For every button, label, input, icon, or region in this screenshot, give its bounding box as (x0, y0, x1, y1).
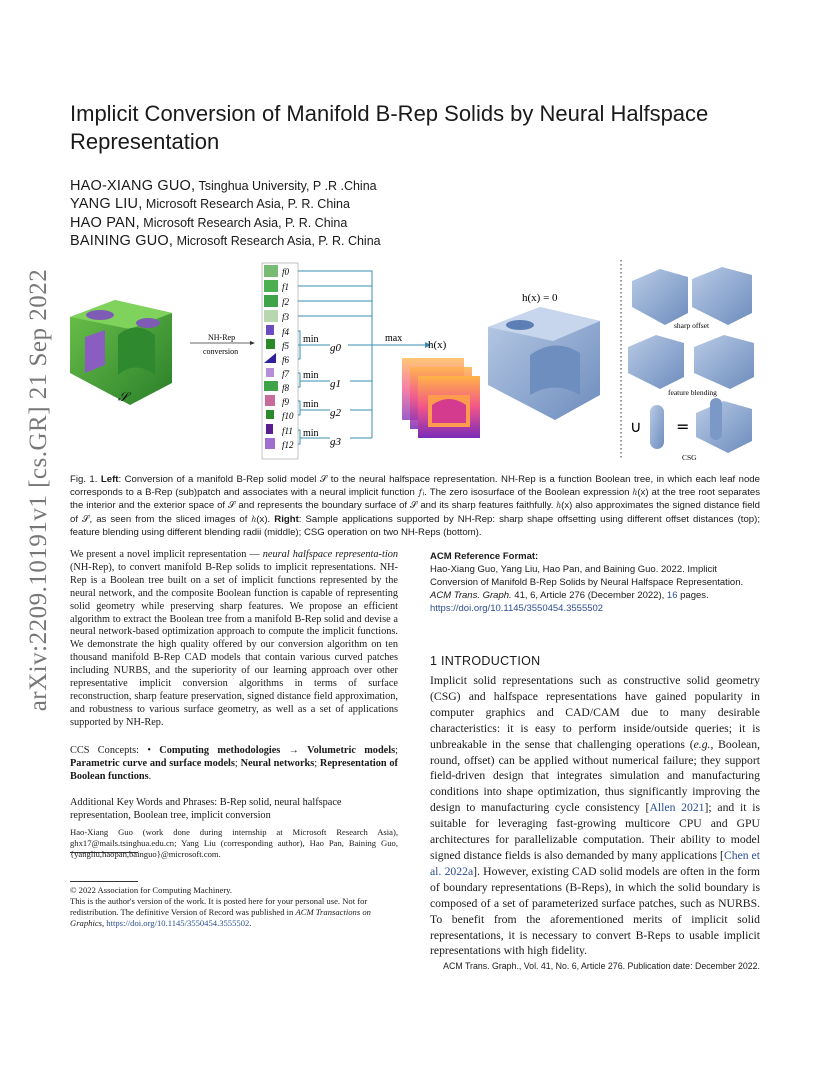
arxiv-stamp-text: arXiv:2209.10191v1 [cs.GR] 21 Sep 2022 (25, 268, 52, 712)
author-name: HAO PAN, (70, 215, 140, 231)
abstract-text: (NH-Rep), to convert manifold B-Rep solids to implicit representations. NH-Rep is a Boolean tree built on a set of implicit functions represented by the neural network, and the composite Boolean function is capable of representing solid geometry while preserving sharp features. We propose an efficient algorithm to extract the Boolean tree from a manifold B-Rep solid and devise a neural network-based optimization approach to compute the implicit functions. We demonstrate the high quality offered by our conversion algorithm on ten thousand manifold B-Rep CAD models that contain various curved patches including NURBS, and the superiority of our learning approach over other representative implicit conversion algorithms in terms of surface reconstruction, sharp feature preservation, signed distance field approximation, and robustness to various surface geometry, as well as a set of applications supported by NH-Rep. (70, 561, 398, 728)
intro-emphasis: e.g. (693, 737, 711, 751)
function-label: f4 (282, 327, 290, 337)
ccs-concept: Representation of Boolean functions (70, 757, 398, 782)
function-label: f0 (282, 267, 290, 277)
abstract-text: We present a novel implicit representation — (70, 549, 263, 560)
hx-label: h(x) (428, 339, 447, 351)
ccs-end: . (148, 770, 152, 782)
caption-right-label: Right (274, 513, 299, 525)
author-name: HAO-XIANG GUO, (70, 178, 196, 194)
author-affiliation: Tsinghua University, P .R .China (195, 179, 377, 193)
copyright-line: © 2022 Association for Computing Machinery. (70, 885, 233, 895)
copyright-notice (70, 885, 398, 929)
g-label: g1 (330, 378, 341, 390)
author-line (70, 178, 377, 194)
nh-rep-label: NH-Rep (208, 333, 236, 342)
function-label: f9 (282, 397, 290, 407)
reference-text: 41, 6, Article 276 (December 2022), (511, 590, 667, 601)
copyright-doi-link[interactable]: https://doi.org/10.1145/3550454.3555502 (106, 918, 250, 928)
caption-left-text: : Conversion of a manifold B-Rep solid model 𝒮 to the neural halfspace representation. NH-Rep is a function Boolean tree, in which each leaf node corresponds to a B-Rep (sub)patch and associates with a neural implicit function 𝑓ᵢ. The zero isosurface of the Boolean expression ℎ(x) at the tree root separates the interior and the exterior space of 𝒮 and represents the boundary surface of 𝒮 and its sharp features faithfully. ℎ(x) also approximates the signed distance field of 𝒮, as seen from the sliced images of ℎ(x). (70, 474, 760, 525)
citation-link[interactable]: Chen et al. 2022a (430, 848, 760, 878)
ccs-separator: ; (314, 757, 320, 769)
equals-symbol: = (676, 417, 690, 436)
copyright-journal: ACM Transactions on Graphics (70, 907, 371, 928)
solid-label: 𝒮 (118, 389, 129, 404)
ccs-concept: Computing methodologies → Volumetric models (159, 745, 396, 756)
leaf-f6 (264, 353, 290, 365)
acm-reference-format (430, 550, 760, 615)
leaf-f8 (264, 381, 290, 393)
conversion-label: conversion (203, 347, 239, 356)
keywords: Additional Key Words and Phrases: B-Rep solid, neural halfspace representation, Boolean tree, implicit conversion (70, 797, 342, 821)
leaf-f4 (266, 325, 290, 337)
feature-blending-label: feature blending (668, 388, 717, 397)
reference-heading: ACM Reference Format: (430, 551, 539, 562)
author-line (70, 196, 350, 212)
function-label: f2 (282, 297, 290, 307)
section-heading: 1 INTRODUCTION (430, 654, 541, 668)
intro-text: Implicit solid representations such as constructive solid geometry (CSG) and halfspace representations have gained popularity in computer graphics and CAD/CAM due to many desirable characteristics: it is easy to perform inside/outside queries; it is unbreakable in the sense that challenging operations ( (430, 674, 760, 751)
function-label: f3 (282, 312, 290, 322)
sharp-offset-examples (632, 267, 752, 325)
author-footnote: Hao-Xiang Guo (work done during internship at Microsoft Research Asia), ghx17@mails.tsinghua.edu.cn; Yang Liu (corresponding author), Hao Pan, Baining Guo, {yangliu,haopan,bainguo}@microsoft.com. (70, 827, 398, 859)
ccs-concept: Neural networks (240, 757, 315, 769)
g-label: g0 (330, 342, 341, 354)
leaf-f2 (264, 295, 290, 307)
function-label: f8 (282, 383, 290, 393)
min-label: min (303, 370, 319, 381)
function-label: f7 (282, 369, 290, 379)
function-label: f11 (282, 426, 293, 436)
footnote-rule (70, 881, 138, 882)
feature-blending-examples (628, 335, 754, 389)
function-label: f1 (282, 282, 290, 292)
ccs-prefix: CCS Concepts: • (70, 745, 160, 756)
abstract (70, 549, 398, 730)
copyright-separator: , (102, 918, 107, 928)
abstract-emphasis: neural halfspace representa-tion (262, 549, 398, 560)
figure-caption (70, 473, 760, 539)
leaf-f9 (265, 395, 290, 407)
csg-label: CSG (682, 453, 697, 462)
function-label: f12 (282, 440, 294, 450)
leaf-f11 (266, 424, 293, 436)
intro-text: ]. However, existing CAD solid models are often in the form of boundary representations (B-Reps), in which the solid boundary is composed of a set of parameterized surface patches, such as NURBS. To benefit from the aforementioned merits of implicit solid representations, it is necessary to convert B-Reps to usable implicit representations with high fidelity. (430, 864, 760, 958)
sdf-slice-stack (402, 358, 480, 438)
hx-zero-label: h(x) = 0 (522, 292, 558, 304)
leaf-f1 (264, 280, 289, 292)
author-affiliation: Microsoft Research Asia, P. R. China (173, 234, 381, 248)
author-line (70, 215, 347, 231)
min-label: min (303, 399, 319, 410)
sharp-offset-label: sharp offset (674, 321, 710, 330)
csg-example (630, 398, 752, 453)
author-affiliation: Microsoft Research Asia, P. R. China (139, 216, 348, 230)
function-label: f10 (282, 411, 294, 421)
g-label: g3 (330, 436, 341, 448)
union-symbol: ∪ (630, 417, 642, 436)
intro-text: , Boolean, round, offset) can be applied without numerical failure; they support field-driven design that integrates simulation and manufacturing conditions into shape optimization, thus significantly improving the design to manufacturing cycle consistency [ (430, 737, 760, 815)
ccs-separator: ; (395, 745, 398, 756)
author-name: BAINING GUO, (70, 233, 174, 249)
author-line (70, 233, 381, 249)
paper-title: Implicit Conversion of Manifold B-Rep Solids by Neural Halfspace Representation (70, 101, 709, 154)
intro-text: ]; and it is suitable for leveraging fast-growing multicore CPU and GPU architectures for parallelizable computation. Their ability to model signed distance fields is also demanded by many applications [ (430, 801, 761, 862)
reference-pages-link[interactable]: 16 (666, 590, 678, 601)
reference-text: pages. (677, 590, 709, 601)
ccs-concepts (70, 745, 398, 784)
leaf-function-list (262, 263, 298, 459)
copyright-text: This is the author's version of the work. It is posted here for your personal use. Not for redistribution. The definitive Version of Record was published in (70, 896, 368, 917)
leaf-f5 (266, 339, 290, 351)
copyright-end: . (249, 918, 252, 928)
leaf-f0 (264, 265, 290, 277)
author-affiliation: Microsoft Research Asia, P. R. China (142, 197, 350, 211)
leaf-f7 (266, 368, 290, 379)
max-label: max (385, 333, 403, 344)
caption-right-text: : Sample applications supported by NH-Rep: sharp shape offsetting using different offset distances (top); feature blending using different blending radii (middle); CSG operation on two NH-Reps (bottom). (70, 513, 760, 538)
ccs-separator: ; (234, 757, 241, 769)
function-label: f6 (282, 355, 290, 365)
leaf-f10 (266, 410, 294, 421)
intro-paragraph (430, 673, 760, 959)
reference-text: Hao-Xiang Guo, Yang Liu, Hao Pan, and Baining Guo. 2022. Implicit Conversion of Manifold B-Rep Solids by Neural Halfspace Representation. (430, 564, 744, 588)
g-label: g2 (330, 407, 341, 419)
arxiv-stamp (14, 268, 64, 712)
reference-journal: ACM Trans. Graph. (430, 590, 512, 601)
ccs-concept: Parametric curve and surface models (70, 757, 235, 769)
teaser-figure (60, 255, 770, 465)
caption-left-label: Left (100, 474, 119, 485)
caption-fig-label: Fig. 1. (70, 474, 98, 485)
reconstructed-shape (488, 307, 600, 420)
leaf-f12 (265, 438, 294, 450)
reference-doi-link[interactable]: https://doi.org/10.1145/3550454.3555502 (430, 603, 604, 614)
author-name: YANG LIU, (70, 196, 143, 212)
min-label: min (303, 334, 319, 345)
function-label: f5 (282, 341, 290, 351)
min-label: min (303, 428, 319, 439)
page-footer: ACM Trans. Graph., Vol. 41, No. 6, Article 276. Publication date: December 2022. (443, 961, 760, 971)
citation-link[interactable]: Allen 2021 (649, 801, 705, 815)
leaf-f3 (264, 310, 290, 322)
